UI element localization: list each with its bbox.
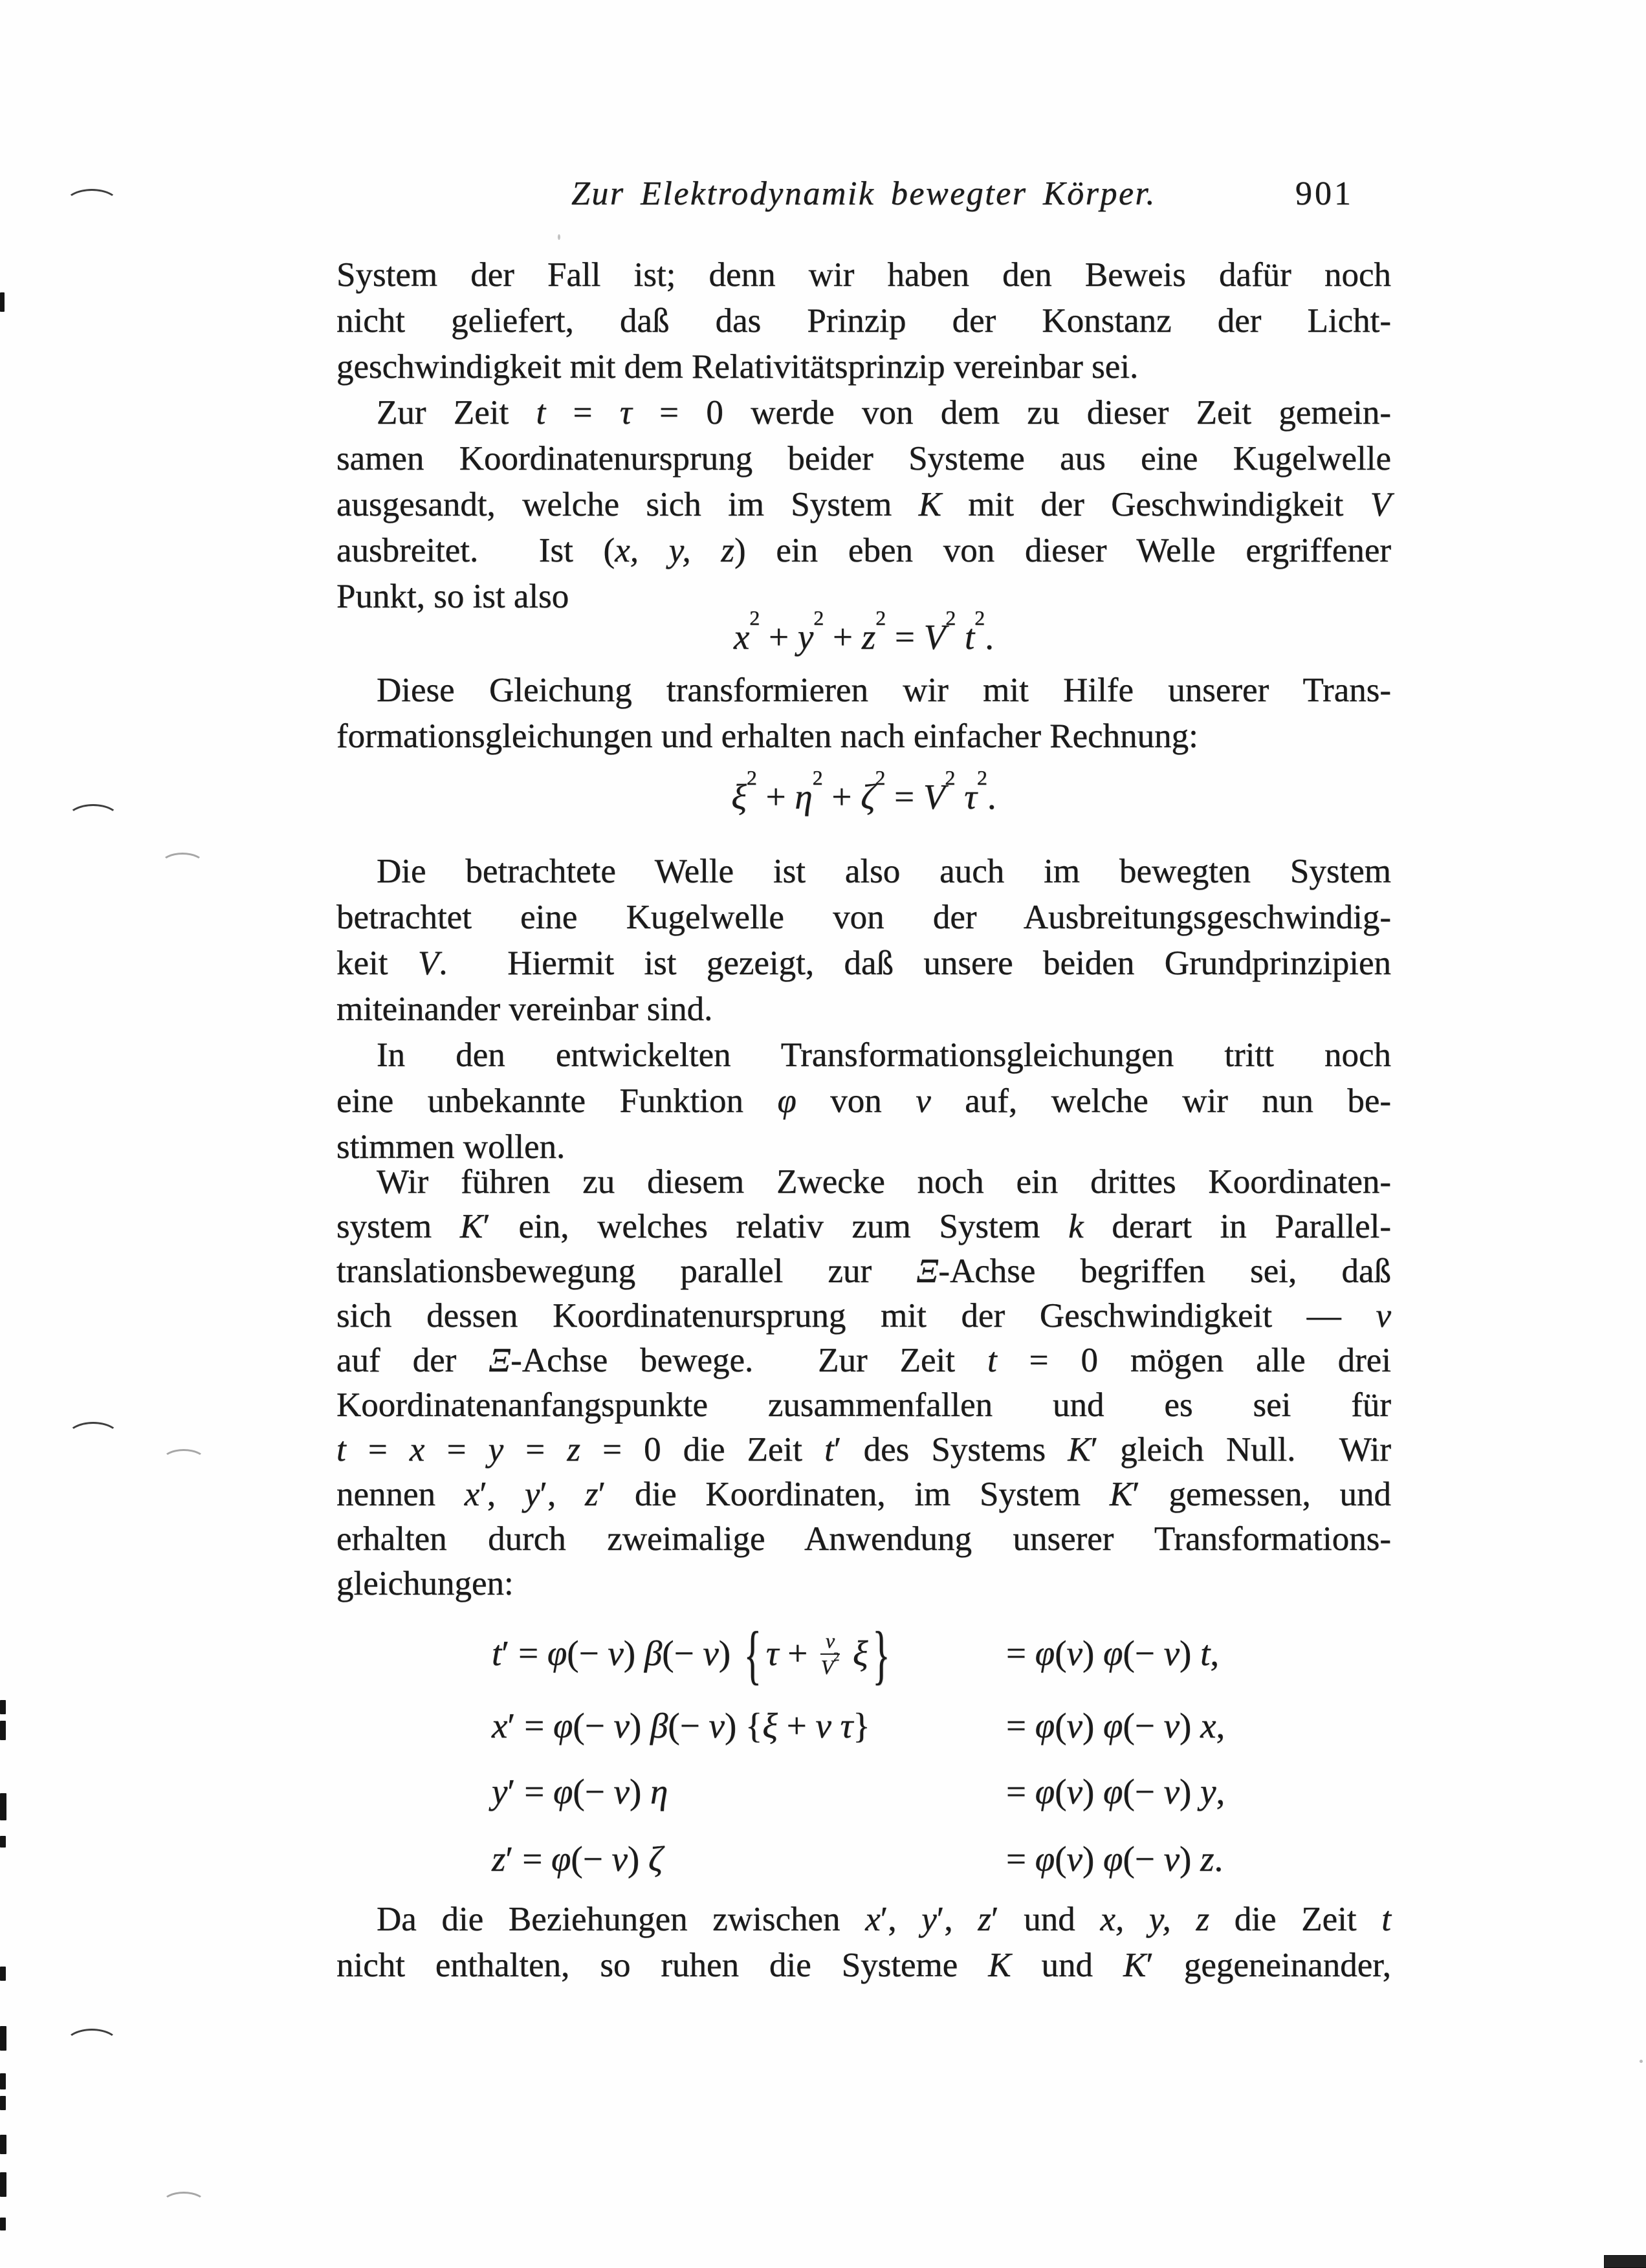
text-line: betrachtet eine Kugelwelle von der Ausbreitungsgeschwindig- — [336, 899, 1391, 936]
scan-edge-mark — [0, 1700, 6, 1714]
text-line: stimmen wollen. — [336, 1128, 565, 1166]
equation-lhs: y′ = φ(− v) η — [492, 1772, 668, 1811]
text-line: auf der Ξ-Achse bewege. Zur Zeit t = 0 mögen alle drei — [336, 1342, 1391, 1379]
transformation-equations — [336, 1619, 1391, 1889]
text-line: ausgesandt, welche sich im System K mit der Geschwindigkeit V — [336, 486, 1391, 523]
scan-artifact-arc — [162, 2192, 206, 2215]
scan-edge-mark — [0, 292, 5, 312]
scan-corner-mark — [1604, 2255, 1646, 2268]
paragraph-6 — [336, 1160, 1391, 1606]
text-line: Wir führen zu diesem Zwecke noch ein drittes Koordinaten- — [377, 1163, 1391, 1201]
text-line: nicht enthalten, so ruhen die Systeme K und K′ gegeneinander, — [336, 1946, 1391, 1984]
text-line: t = x = y = z = 0 die Zeit t′ des Systems K′ gleich Null. Wir — [336, 1431, 1392, 1468]
scan-edge-mark — [0, 2073, 6, 2089]
text-line: System der Fall ist; denn wir haben den Beweis dafür noch — [336, 256, 1391, 294]
equation-lhs: z′ = φ(− v) ζ — [492, 1839, 663, 1879]
text-line: Koordinatenanfangspunkte zusammenfallen und es sei für — [336, 1386, 1391, 1424]
text-line: nicht geliefert, daß das Prinzip der Konstanz der Licht- — [336, 302, 1391, 340]
scan-edge-mark — [0, 2026, 6, 2051]
text-line: samen Koordinatenursprung beider Systeme aus eine Kugelwelle — [336, 440, 1391, 477]
scan-artifact-arc — [160, 853, 204, 876]
text-line: Die betrachtete Welle ist also auch im bewegten System — [377, 853, 1391, 890]
text-line: nennen x′, y′, z′ die Koordinaten, im System K′ gemessen, und — [336, 1476, 1392, 1513]
text-line: formationsgleichungen und erhalten nach einfacher Rechnung: — [336, 717, 1198, 755]
page-number: 901 — [1295, 175, 1354, 212]
paragraph-2 — [336, 390, 1391, 620]
paragraph-4 — [336, 849, 1391, 1032]
running-head — [336, 167, 1391, 221]
scan-speck — [558, 234, 560, 240]
scan-edge-mark — [0, 1721, 6, 1740]
text-line: Zur Zeit t = τ = 0 werde von dem zu dieser Zeit gemein- — [377, 394, 1392, 431]
text-line: geschwindigkeit mit dem Relativitätsprinzip vereinbar sei. — [336, 348, 1139, 386]
text-line: translationsbewegung parallel zur Ξ-Achse begriffen sei, daß — [336, 1252, 1391, 1290]
equation-rhs: = φ(v) φ(− v) x, — [1006, 1706, 1225, 1745]
equation-row-t-prime — [336, 1619, 1391, 1696]
running-head-title: Zur Elektrodynamik bewegter Körper. — [571, 175, 1157, 212]
text-line: eine unbekannte Funktion φ von v auf, welche wir nun be- — [336, 1082, 1392, 1120]
scan-artifact-arc — [65, 2029, 119, 2060]
text-line: system K′ ein, welches relativ zum System k derart in Parallel- — [336, 1208, 1391, 1245]
equation-spherical-wave-moving-system: $\xi^2 + \eta^2 + \zeta^2 = V^2$ $\tau^2$. — [731, 767, 996, 816]
scan-edge-mark — [0, 1836, 6, 1848]
text-line: erhalten durch zweimalige Anwendung unserer Transformations- — [336, 1520, 1391, 1558]
equation-row-x-prime — [336, 1696, 1391, 1762]
text-line: ausbreitet. Ist (x, y, z) ein eben von dieser Welle ergriffener — [336, 532, 1392, 569]
text-column — [336, 252, 1391, 1989]
scan-artifact-arc — [67, 1422, 120, 1452]
equation-row-y-prime — [336, 1762, 1391, 1829]
scan-edge-mark — [0, 2218, 6, 2230]
equation-spherical-wave-k-system: $x^2 + y^2 + z^2 = V^2$ $t^2$. — [734, 607, 994, 657]
text-line: Da die Beziehungen zwischen x′, y′, z′ und x, y, z die Zeit t — [377, 1901, 1392, 1938]
paragraph-3 — [336, 668, 1391, 759]
scan-edge-mark — [0, 2172, 6, 2197]
equation-rhs: = φ(v) φ(− v) z. — [1006, 1839, 1224, 1879]
text-line: gleichungen: — [336, 1565, 514, 1602]
equation-rhs: = φ(v) φ(− v) y, — [1006, 1772, 1225, 1811]
equation-lhs: t′ = φ(− v) β(− v) { τ + $\frac{v}{V^2}$ ξ } — [492, 1619, 890, 1692]
scan-edge-mark — [0, 1967, 6, 1981]
scan-speck — [1640, 2060, 1643, 2063]
text-line: In den entwickelten Transformationsgleichungen tritt noch — [377, 1036, 1391, 1074]
text-line: Diese Gleichung transformieren wir mit Hilfe unserer Trans- — [377, 671, 1391, 709]
scan-edge-mark — [0, 2096, 6, 2110]
equation-rhs: = φ(v) φ(− v) t, — [1006, 1633, 1220, 1673]
scan-artifact-arc — [162, 1449, 206, 1472]
equation-row-z-prime — [336, 1829, 1391, 1889]
text-line: sich dessen Koordinatenursprung mit der Geschwindigkeit — v — [336, 1297, 1391, 1335]
scan-edge-mark — [0, 2135, 6, 2154]
scan-artifact-arc — [67, 804, 120, 834]
scan-edge-mark — [0, 1793, 6, 1820]
scan-artifact-arc — [65, 189, 119, 219]
paragraph-1 — [336, 252, 1391, 390]
text-line: Punkt, so ist also — [336, 578, 569, 615]
paragraph-5 — [336, 1032, 1391, 1170]
equation-lhs: x′ = φ(− v) β(− v) {ξ + v τ} — [492, 1706, 870, 1745]
paragraph-7 — [336, 1897, 1391, 1989]
text-line: miteinander vereinbar sind. — [336, 990, 713, 1028]
text-line: keit V. Hiermit ist gezeigt, daß unsere beiden Grundprinzipien — [336, 944, 1391, 982]
